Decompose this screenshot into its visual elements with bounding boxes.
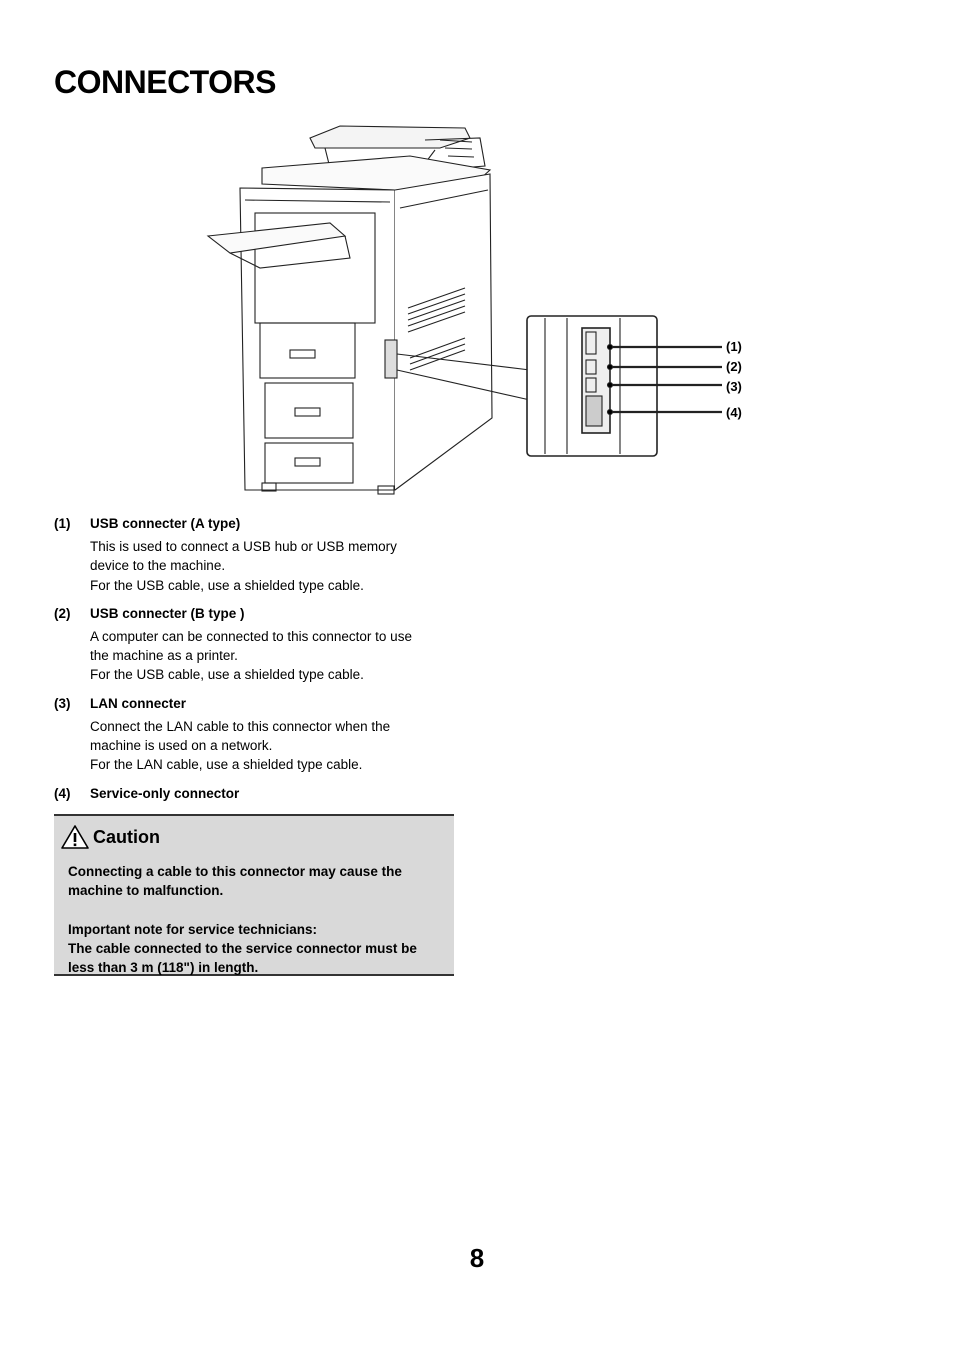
item-description — [90, 537, 454, 595]
item-title: LAN connecter — [90, 695, 187, 711]
caution-box — [54, 814, 454, 976]
item-title: USB connecter (B type ) — [90, 605, 245, 621]
page-title: CONNECTORS — [54, 64, 276, 100]
description-line: device to the machine. — [90, 558, 226, 574]
callout-label-3: (3) — [726, 379, 742, 394]
caution-paragraph: Connecting a cable to this connector may cause the machine to malfunction. — [68, 864, 402, 899]
item-title: USB connecter (A type) — [90, 516, 241, 531]
callout-label-4: (4) — [726, 405, 742, 420]
item-description — [90, 717, 454, 775]
connector-list — [54, 515, 454, 813]
item-description — [90, 627, 454, 685]
warning-triangle-icon — [60, 824, 90, 850]
description-line: For the LAN cable, use a shielded type cable. — [90, 757, 363, 773]
connector-item — [54, 695, 454, 775]
description-line: For the USB cable, use a shielded type cable. — [90, 667, 364, 683]
description-line: This is used to connect a USB hub or USB memory — [90, 539, 397, 554]
description-line: machine is used on a network. — [90, 738, 273, 754]
connector-item — [54, 515, 454, 595]
item-number: (4) — [54, 785, 71, 801]
item-number: (3) — [54, 695, 71, 711]
connector-item — [54, 785, 454, 803]
item-number: (1) — [54, 516, 71, 531]
caution-paragraph: Important note for service technicians: The cable connected to the service connector must be less than 3 m (118") in length. — [68, 921, 417, 976]
machine-rear-illustration — [200, 118, 760, 508]
item-number: (2) — [54, 605, 71, 621]
callout-label-2: (2) — [726, 359, 742, 374]
machine-drawing — [200, 118, 760, 508]
description-line: Connect the LAN cable to this connector when the — [90, 718, 391, 734]
description-line: the machine as a printer. — [90, 648, 238, 664]
page-number: 8 — [469, 1243, 485, 1273]
callout-label-1: (1) — [726, 339, 742, 354]
description-line: A computer can be connected to this connector to use — [90, 628, 412, 644]
caution-title: Caution — [93, 826, 160, 847]
description-line: For the USB cable, use a shielded type cable. — [90, 577, 364, 593]
connector-item — [54, 605, 454, 685]
caution-text — [68, 862, 444, 977]
item-title: Service-only connector — [90, 785, 240, 801]
